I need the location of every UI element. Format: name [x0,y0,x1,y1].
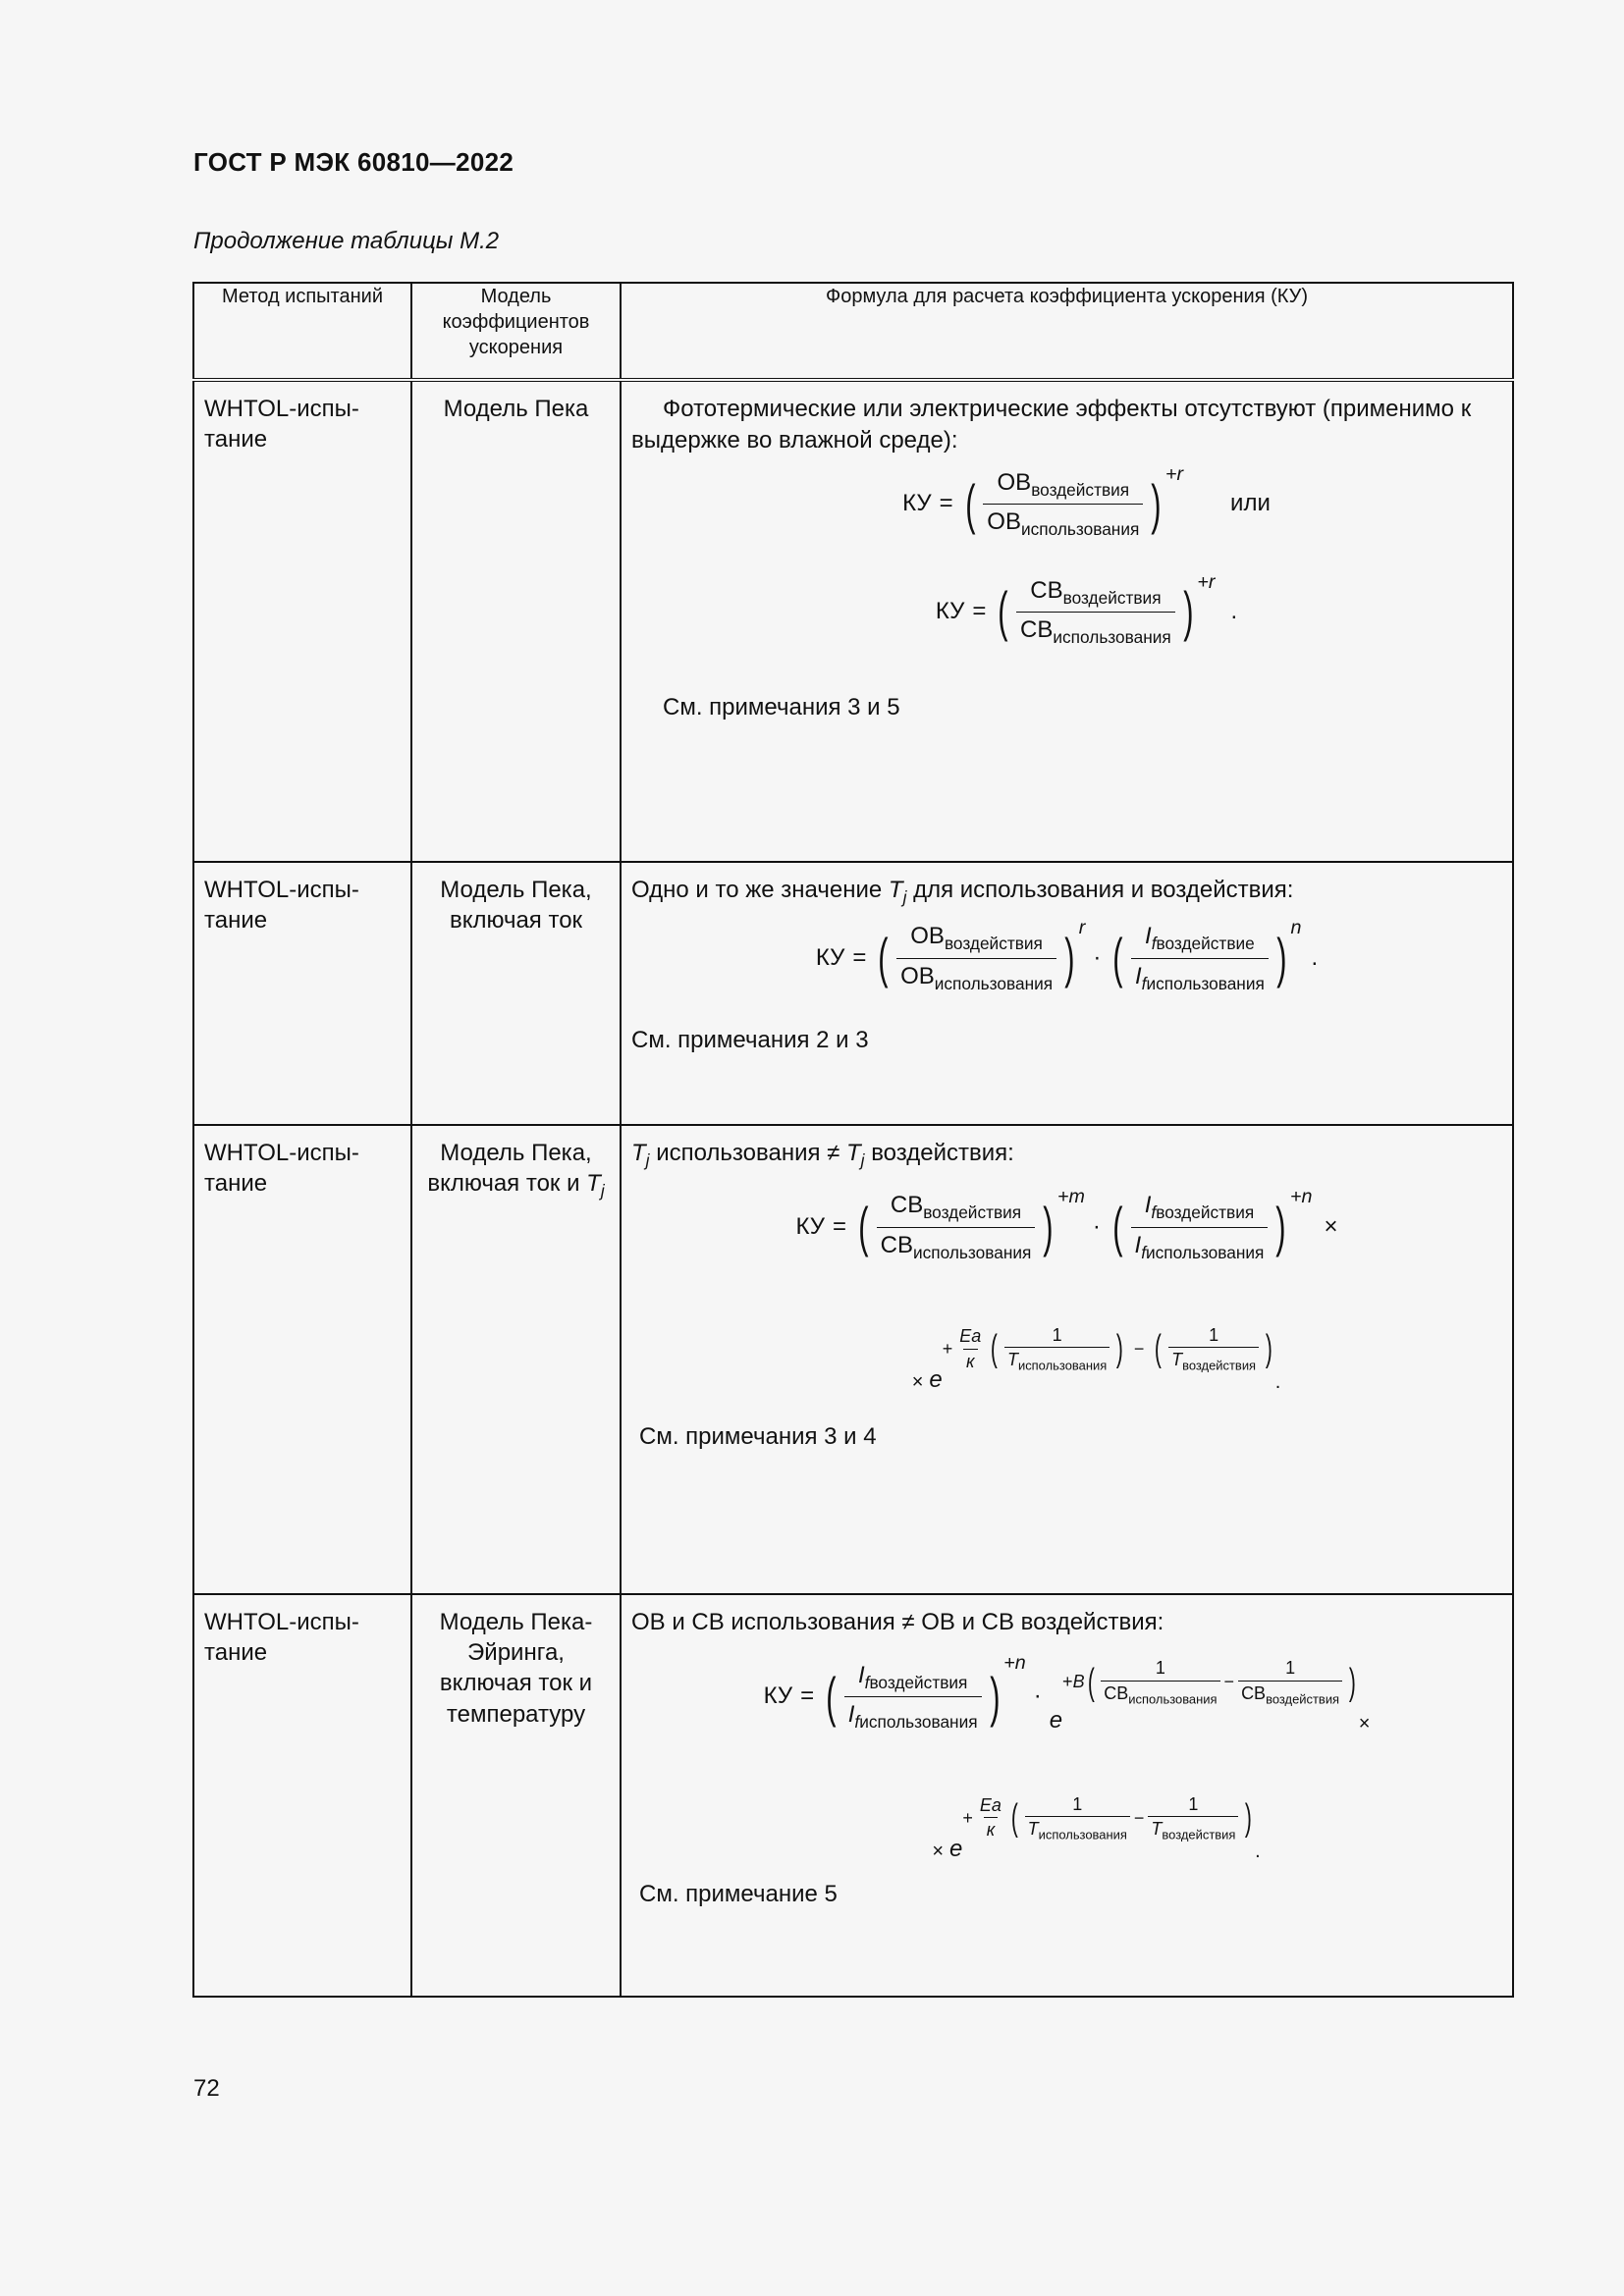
model-cell: Модель Пека-Эйринга, включая ток и температуру [411,1594,621,1997]
formula-note: См. примечания 2 и 3 [631,1027,869,1054]
page-number: 72 [193,2075,220,2102]
method-cell: WHTOL-испы-тание [193,1125,411,1594]
formula-note: См. примечание 5 [639,1881,838,1908]
formula-ku-eyring: КУ = ( $\frac{I_{fвоздействия}}{I_{fиспользования}}$ ) +n · e + B ( $\frac{1}{СВ_{использования}}$ − $\frac{1}{СВ_{воздействия}}$ ) × [763,1652,1371,1735]
formula-ku-ov [671,462,1502,542]
method-cell: WHTOL-испы-тание [193,1594,411,1997]
formula-ku-temp: КУ = ( $\frac{СВ_{воздействия}}{СВ_{использования}}$ ) +m · ( $\frac{I_{fвоздействия}}{I_{fиспользования}}$ ) +n × [631,1190,1502,1264]
formula-table [192,282,1514,1998]
table-row [193,1594,1513,1997]
table-header-row [193,283,1513,380]
paren-open: ( [964,472,976,535]
method-cell: WHTOL-испы-тание [193,380,411,862]
formula-intro: Одно и то же значение $T_j$ для использования и воздействия: [631,877,1294,908]
or-word: или [1230,490,1271,517]
formula-intro: Фототермические или электрические эффекты отсутствуют (применимо к выдержке во влажной среде): [631,396,1472,454]
formula-note: См. примечания 3 и 4 [639,1423,877,1451]
header-model: Модель коэффициентов ускорения [411,283,621,380]
exponent: +r [1197,570,1216,593]
table-row [193,1125,1513,1594]
period: . [1230,598,1238,625]
equals-sign: = [972,598,987,625]
formula-cell [621,1125,1513,1594]
table-caption: Продолжение таблицы М.2 [193,228,500,254]
method-cell: WHTOL-испы-тание [193,862,411,1125]
ku-symbol: КУ [935,598,965,625]
formula-intro: ОВ и СВ использования ≠ ОВ и СВ воздействия: [631,1609,1164,1635]
table-row [193,380,1513,862]
formula-cell [621,380,1513,862]
formula-note: См. примечания 3 и 5 [663,694,900,721]
header-formula: Формула для расчета коэффициента ускорения (КУ) [621,283,1513,380]
exponent: +r [1165,462,1184,485]
equals-sign: = [939,490,953,517]
model-cell: Модель Пека, включая ток [411,862,621,1125]
header-method: Метод испытаний [193,283,411,380]
formula-exponential: × e + $\frac{Ea}{к}$ ( $\frac{1}{T_{использования}}$ − $\frac{1}{T_{воздействия}}$ ) . [932,1793,1261,1863]
formula-ku-current: КУ = ( $\frac{ОВ_{воздействия}}{ОВ_{использования}}$ ) r · ( $\frac{I_{fвоздействие}}{I_{fиспользования}}$ ) n . [631,921,1502,995]
formula-cell [621,862,1513,1125]
formula-exponential: × e + $\frac{Ea}{к}$ ( $\frac{1}{T_{использования}}$ ) − ( $\frac{1}{T_{воздействия}}$ ) . [911,1325,1281,1394]
paren-close: ) [1151,472,1162,535]
model-cell: Модель Пека, включая ток и $T_j$ [411,1125,621,1594]
formula-ku-sv [671,570,1502,650]
model-cell: Модель Пека [411,380,621,862]
formula-cell [621,1594,1513,1997]
formula-intro: $T_j$ использования ≠ $T_j$ воздействия: [631,1140,1014,1171]
fraction: $\frac{ОВ_{воздействия}}{ОВ_{использования}}$ [983,467,1143,542]
document-title: ГОСТ Р МЭК 60810—2022 [193,147,514,177]
paren-close: ) [1182,580,1194,643]
ku-symbol: КУ [902,490,932,517]
fraction: $\frac{СВ_{воздействия}}{СВ_{использования}}$ [1016,575,1175,650]
paren-open: ( [998,580,1008,643]
table-row [193,862,1513,1125]
